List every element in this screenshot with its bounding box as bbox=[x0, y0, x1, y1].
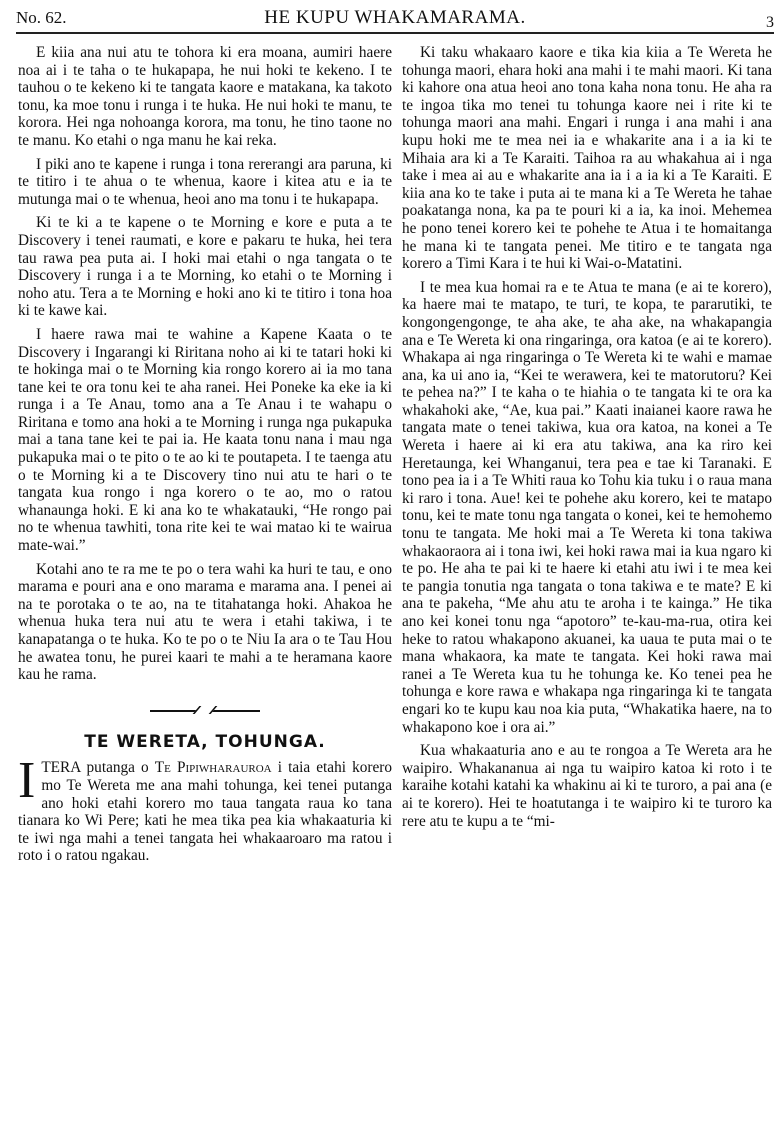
paragraph: Kotahi ano te ra me te po o tera wahi ka huri te tau, e ono marama e pouri ana e ono marama e marama ana. I penei ai na te porotaka o te ao, na te titahatanga hoki. Ahakoa he whenua huka tera nui atu te wera i etahi takiwa, i te kanapatanga o te huka. Ko te po o te Niu Ia ara o te Tau Hou he awatea tonu, he purei kaari te mahi a te heramana kaore kau he rama. bbox=[18, 560, 392, 684]
paragraph: I haere rawa mai te wahine a Kapene Kaata o te Discovery i Ingarangi ki Riritana noho ai ki te tatari hoki ki te hokinga mai o te Morning kia rongo korero ai ia mo tana tane kei te ora tonu kei te aha ranei. Hei Poneke ka eke ia ki runga i a Te Anau, tomo ana a Te Anau i te wahapu o Riritana e tomo ana hoki a te Morning i runga nga pukapuka mai a tana tane kei te pai ia. He kaata tonu nana i mau nga pukapuka mai o te pito o te ao ki te poutapeta. I te taenga atu o te Morning ki a te Discovery tino nui atu te hari o te tangata kua rongo i nga korero o te ao, mo o ratou whanaunga hoki. E ki ana ko te whakatauki, “He rongo pai no te whenua tawhiti, tona rite kei te wai matao ki te wairua mate-wai.” bbox=[18, 325, 392, 555]
intro-start: TERA putanga o bbox=[41, 759, 155, 777]
article-heading: TE WERETA, TOHUNGA. bbox=[84, 731, 326, 752]
paragraph: Ki taku whakaaro kaore e tika kia kiia a Te Wereta he tohunga maori, ehara hoki ana mahi i te mahi maori. Ki tana ki kahore ona atua heoi ano tona kaha nona tonu. He aha ra te ingoa tika mo tenei tu tohunga kaore nei i rite ki te tohunga maori ana mahi. Engari i runga i ana mahi i ana kupu hoki me te mea nei ia e whakarite ana i a ia ki te Mihaia ara ki a Te Karaiti. Taihoa ra au whakahua ai i nga take i mea ai au e whakarite ana ia i a ia ki a Te Karaiti. E kiia ana ko te take i puta ai te mana ki a Te Wereta he tahae poakatanga nona, ka pa te pouri ki a ia, ka inoi. Mehemea he pono tenei korero kei te pohehe te Atua i te homaitanga he mana ki te tangata penei. Me titiro e te tangata nga korero a Timi Kara i te hui ki Wai-o-Matatini. bbox=[402, 44, 772, 273]
paragraph: E kiia ana nui atu te tohora ki era moana, aumiri haere noa ai i te taha o te hukapapa, he nui hoki te kekeno. I te tauhou o te kekeno ki te tangata kaore e matakana, ka takoto tonu, ka moe tonu i runga i te huka. He nui hoki te manu, te korora. Hei nga nohoanga korora, ma tonu, he tino taone no te manu. Ko etahi o nga manu he kai reka. bbox=[18, 44, 392, 149]
ornamental-divider bbox=[150, 706, 260, 716]
paragraph: Ki te ki a te kapene o te Morning e kore e puta a te Discovery i tenei raumati, e kore e pakaru te huka, hei tera tau rawa pea puta ai. I hoki mai etahi o nga tangata o te Discovery i runga i a te Morning, ko etahi o te Morning i noho atu. Tera a te Morning e hoki ano ki te titiro i tona hoa ki te kawe kai. bbox=[18, 214, 392, 320]
paragraph: Kua whakaaturia ano e au te rongoa a Te Wereta ara he waipiro. Whakananua ai nga tu waipiro katoa ki roto i te karaihe kotahi katahi ka whakinu ai ki te turoro, a pai ana (e ai te korero). Hei te hoatutanga i te waipiro ki te turoro ka rere atu te kupu a te “mi- bbox=[402, 742, 772, 830]
article-intro bbox=[18, 752, 393, 865]
page-title: HE KUPU WHAKAMARAMA. bbox=[264, 7, 526, 28]
page-number: 3 bbox=[766, 14, 774, 31]
paragraph: I piki ano te kapene i runga i tona rererangi ara paruna, ki te titiro i te ahua o te whenua, kaore i kitea atu e ia te mutunga mai o te whenua, heoi ano ma tonu i te hukapapa. bbox=[18, 155, 392, 208]
right-column bbox=[402, 44, 772, 836]
paragraph: I te mea kua homai ra e te Atua te mana (e ai te korero), ka haere mai te matapo, te turi, te kopa, te pararutiki, te kongongengonge, te aha ake, te aha ake, na whakapangia ana e Te Wereta ki ona ringaringa, ora katoa (e ai te korero). Whakapa ai nga ringaringa o Te Wereta ki te wahi e mamae ana, ka ui ano ia, “Kei te werawera, kei te matorutoru? Kei te pehea na?” I te kaha o te hiahia o te tangata ki te ora ka whakahoki ake, “Ae, kua pai.” Kaati inaianei kaore rawa he tangata mate o tenei takiwa, kua ora katoa, na konei a Te Wereta i haere ai ki era atu takiwa, ana ka riro kei Heretaunga, kei Whanganui, tera pea e tae ki Taranaki. E tono pea ia i a Te Whiti raua ko Tohu kia tuku i o raua mana ki raro i tona. Aue! kei te pohehe aku korero, kei te matapo tonu, kei te mate tonu nga tangata o konei, kei te hemohemo tonu te tangata. Me hoki mai a Te Wereta ki tona takiwa whakaoraora ai i tona iwi, kei hoki rawa mai ia kua ngaro ki te po. He aha te pai ki te haere ki etahi atu iwi i te mea kei te pangia tonutia nga tangata o tona takiwa e te mate? E ki ana te pakeha, “Me ahu atu te aroha i te kainga.” He tika ano kei konei tonu nga “apotoro” te-kau-ma-rua, otira kei heke to ratou whakapono akuanei, ka uaua te puta mai o te mana whakaora, ka mate te tangata. Kei hoki rawa mai ranei a Te Wereta kua tu he tohunga ke. Ko tenei pea he tohunga e kore rawa e whakapa nga ringaringa ki te tangata engari ko te kupu kau noa kia puta, “Whakatika haere, na to whakapono koe i ora ai.” bbox=[402, 278, 772, 736]
left-column bbox=[18, 44, 392, 871]
drop-cap: I bbox=[18, 752, 36, 810]
newspaper-name: Te Pipiwharauroa bbox=[154, 759, 272, 777]
page-header bbox=[16, 4, 774, 34]
intro-rest: i taia etahi korero mo Te Wereta me ana mahi tohunga, kei tenei putanga ano hoki etahi korero mo taua tangata raua ko tana tianara ko Wi Pere; kati he mea tika pea kia whakaaturia ki te iwi nga mahi a tenei tangata hei whakaaroaro ma ratou i roto i o ratou ngakau. bbox=[18, 759, 393, 865]
issue-number: No. 62. bbox=[16, 8, 67, 27]
